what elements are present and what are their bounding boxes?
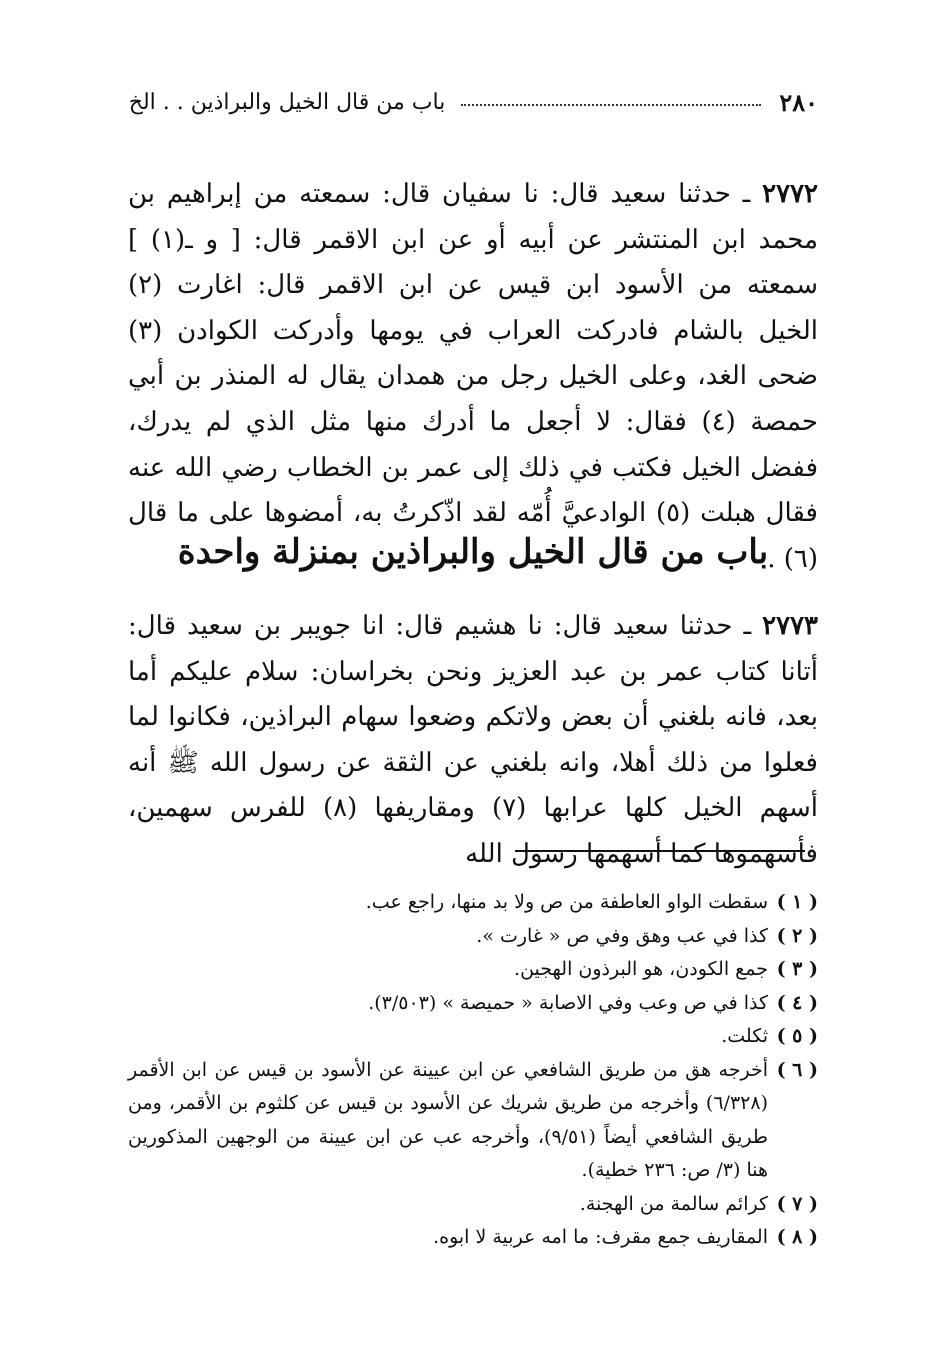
footnote-mark: ( ٤ ) xyxy=(776,991,818,1014)
footnote-separator xyxy=(515,850,805,852)
footnote-mark: ( ٥ ) xyxy=(776,1025,818,1047)
hadith-number: ٢٧٧٣ xyxy=(762,611,819,641)
footnote-text: ثكلت. xyxy=(721,1025,768,1047)
footnote xyxy=(128,920,818,954)
footnote xyxy=(128,1054,818,1188)
hadith-text: ـ حدثنا سعيد قال: نا سفيان قال: سمعته من إبراهيم بن محمد ابن المنتشر عن أبيه أو عن ابن الاقمر قال: [ و ـ(١) ] سمعته من الأسود ابن قيس عن ابن الاقمر قال: اغارت (٢) الخيل بالشام فادركت العراب في يومها وأدركت الكوادن (٣) ضحى الغد، وعلى الخيل رجل من همدان يقال له المنذر بن أبي حمصة (٤) فقال: لا أجعل ما أدرك منها مثل الذي لم يدرك، ففضل الخيل فكتب في ذلك إلى عمر بن الخطاب رضي الله عنه فقال هبلت (٥) الوادعيَّ أُمّه لقد اذّكرتُ به، أمضوها على ما قال (٦) . xyxy=(128,179,818,574)
hadith-2772 xyxy=(128,172,818,582)
running-header xyxy=(128,86,818,118)
footnote-text: المقاريف جمع مقرف: ما امه عربية لا ابوه. xyxy=(433,1226,768,1248)
hadith-number: ٢٧٧٢ xyxy=(762,179,818,209)
footnote-mark: ( ١ ) xyxy=(776,891,818,913)
footnote-text: جمع الكودن، هو البرذون الهجين. xyxy=(514,958,768,980)
footnote-mark: ( ٣ ) xyxy=(776,958,818,980)
hadith-2773 xyxy=(128,604,818,878)
footnote-text: سقطت الواو العاطفة من ص ولا بد منها، راجع عب. xyxy=(365,891,768,913)
footnote-mark: ( ٧ ) xyxy=(776,1192,818,1215)
footnote-mark: ( ٢ ) xyxy=(776,924,818,947)
footnote xyxy=(128,987,818,1021)
footnote xyxy=(128,1020,818,1054)
footnote-text: كذا في عب وهق وفي ص « غارت ». xyxy=(476,924,768,947)
footnote xyxy=(128,953,818,987)
footnote-text: كرائم سالمة من الهجنة. xyxy=(579,1192,768,1215)
footnote xyxy=(128,1221,818,1255)
footnote-text: كذا في ص وعب وفي الاصابة « حميصة » (٣/٥٠٣). xyxy=(368,991,768,1014)
footnotes-list xyxy=(128,886,818,1255)
footnote xyxy=(128,886,818,920)
section-heading: باب من قال الخيل والبراذين بمنزلة واحدة xyxy=(177,532,769,572)
footnote-mark: ( ٦ ) xyxy=(776,1058,818,1081)
running-title: باب من قال الخيل والبراذين . . الخ xyxy=(128,89,446,115)
footnote-text: أخرجه هق من طريق الشافعي عن ابن عيينة عن الأسود بن قيس عن ابن الأقمر (٦/٣٢٨) وأخرجه من طريق شريك عن الأسود بن قيس عن كلثوم بن الأقمر، ومن طريق الشافعي أيضاً (٩/٥١)، وأخرجه عب عن ابن عيينة من الوجهين المذكورين هنا (٣/ ص: ٢٣٦ خطية). xyxy=(128,1058,768,1181)
hadith-text: ـ حدثنا سعيد قال: نا هشيم قال: انا جويبر بن سعيد قال: أتانا كتاب عمر بن عبد العزيز ونحن بخراسان: سلام عليكم أما بعد، فانه بلغني أن بعض ولاتكم وضعوا سهام البراذين، فكانوا لما فعلوا من ذلك أهلا، وانه بلغني عن الثقة عن رسول الله ﷺ أنه أسهم الخيل كلها عرابها (٧) ومقاريفها (٨) للفرس سهمين، فأسهموها كما أسهمها رسول الله xyxy=(128,611,818,869)
header-dotted-leader xyxy=(461,104,761,106)
footnote xyxy=(128,1188,818,1222)
footnote-mark: ( ٨ ) xyxy=(776,1226,818,1248)
page-number: ٢٨٠ xyxy=(779,87,818,117)
